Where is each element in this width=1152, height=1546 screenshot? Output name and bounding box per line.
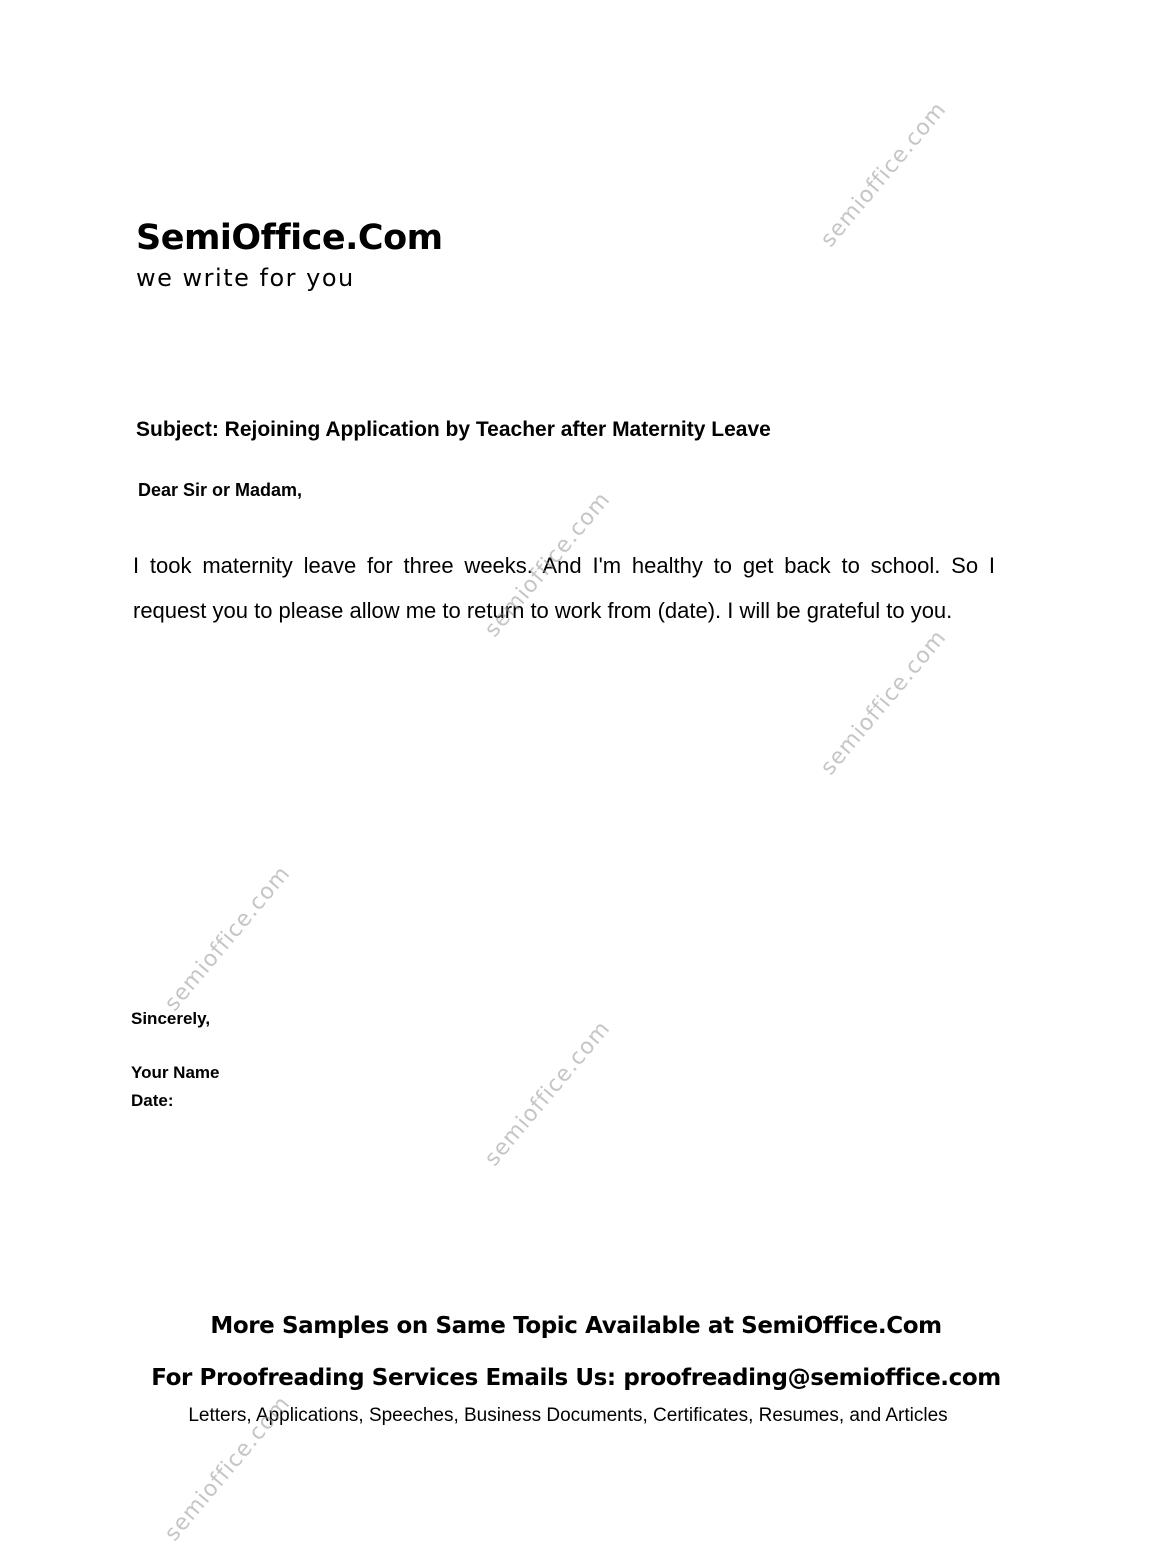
watermark: semioffice.com — [480, 1016, 616, 1172]
footer-more-samples: More Samples on Same Topic Available at SemiOffice.Com — [210, 1313, 942, 1339]
watermark: semioffice.com — [816, 625, 952, 781]
watermark: semioffice.com — [160, 1391, 296, 1546]
letter-subject: Subject: Rejoining Application by Teacher after Maternity Leave — [136, 418, 771, 441]
watermark: semioffice.com — [480, 487, 616, 643]
brand-tagline: we write for you — [136, 264, 355, 292]
letter-closing: Sincerely, — [131, 1009, 211, 1028]
brand-name: SemiOffice.Com — [136, 218, 443, 258]
signature-name: Your Name — [131, 1063, 220, 1082]
letter-body: I took maternity leave for three weeks. And I'm healthy to get back to school. So I request you to please allow me to return to work from (date). I will be grateful to you. — [133, 553, 995, 623]
watermark: semioffice.com — [160, 861, 296, 1017]
letter-greeting: Dear Sir or Madam, — [138, 480, 303, 500]
footer-proofreading: For Proofreading Services Emails Us: proofreading@semioffice.com — [151, 1365, 1001, 1391]
signature-date: Date: — [131, 1091, 174, 1110]
footer-categories: Letters, Applications, Speeches, Business Documents, Certificates, Resumes, and Articles — [188, 1405, 948, 1426]
watermark: semioffice.com — [816, 97, 952, 253]
